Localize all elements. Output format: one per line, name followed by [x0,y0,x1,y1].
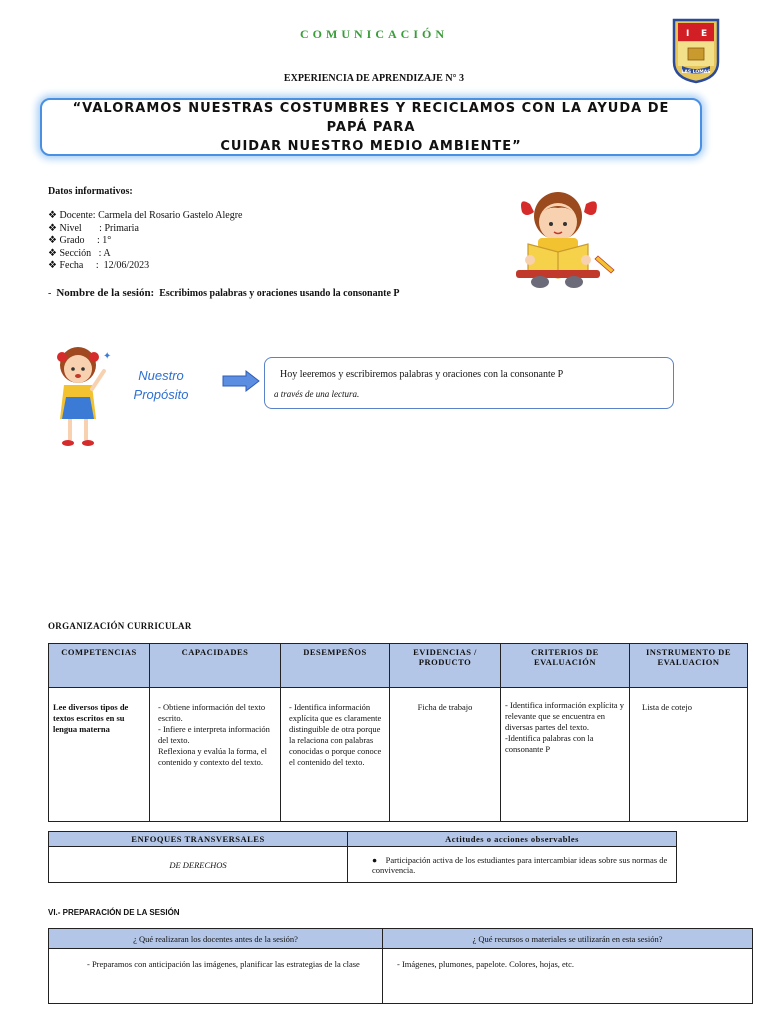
school-logo [672,18,720,84]
accion-text: Participación activa de los estudiantes para intercambiar ideas sobre sus normas de convivencia. [372,854,668,875]
session-name-line [48,287,400,299]
cell-capacidades [150,688,281,822]
header-desempenos: DESEMPEÑOS [281,644,390,688]
table-row [49,688,748,822]
cell-desempeno: - Identifica información explícita que es claramente distinguible de otra porque la relaciona con palabras conocidas o porque conoce el contenido del texto. [281,688,390,822]
proposito-label-line1: Nuestro [138,368,184,383]
table-header-row [49,832,677,847]
datos-docente: Docente: Carmela del Rosario Gastelo Alegre [59,210,243,221]
curricular-table [48,643,748,822]
datos-nivel: Nivel : Primaria [59,222,139,234]
bullet-icon: ❖ [48,210,57,221]
bullet-icon: ❖ [48,247,57,259]
enfoques-table [48,831,677,883]
svg-text:✦: ✦ [103,351,112,362]
preparacion-table [48,928,753,1004]
capacidad-item: Reflexiona y evalúa la forma, el contenido y contexto del texto. [158,746,268,767]
logo-text: LAS LOMAS [681,70,711,75]
criterio-item: -Identifica palabras con la consonante P [505,733,594,754]
proposito-box [264,357,674,409]
criterio-item: - Identifica información explícita y relevante que se encuentra en diversas partes del texto. [505,700,624,732]
header-instrumento: INSTRUMENTO DE EVALUACION [630,644,748,688]
subject-title: COMUNICACIÓN [300,27,448,41]
table-header-row [49,929,753,949]
arrow-right-icon [222,370,260,392]
cell-recursos: - Imágenes, plumones, papelote. Colores, hojas, etc. [383,949,753,1004]
logo-letter-e: E [701,29,708,39]
datos-item [48,210,242,223]
cell-instrumento: Lista de cotejo [630,688,748,822]
header-capacidades: CAPACIDADES [150,644,281,688]
session-title-line1: “VALORAMOS NUESTRAS COSTUMBRES Y RECICLAMOS CON LA AYUDA DE PAPÁ PARA [72,100,670,135]
header-docentes: ¿ Qué realizaran los docentes antes de la sesión? [49,929,383,949]
bullet-icon: ❖ [48,222,57,234]
bullet-icon: ● [372,854,386,865]
datos-item [48,248,242,261]
table-row [49,847,677,883]
proposito-text: Hoy leeremos y escribiremos palabras y oraciones con la consonante P [280,369,564,380]
header-actitudes: Actitudes o acciones observables [348,832,677,847]
experience-title: EXPERIENCIA DE APRENDIZAJE N° 3 [283,73,465,84]
table-header-row [49,644,748,688]
preparacion-title: VI.- PREPARACIÓN DE LA SESIÓN [48,908,180,917]
capacidad-item: - Infiere e interpreta información del texto. [158,724,270,745]
header-competencias: COMPETENCIAS [49,644,150,688]
cell-accion [348,847,677,883]
datos-heading: Datos informativos: [48,186,133,197]
datos-item [48,260,242,273]
curricular-title: ORGANIZACIÓN CURRICULAR [48,621,192,631]
session-title [42,99,700,156]
header-enfoques: ENFOQUES TRANSVERSALES [49,832,348,847]
proposito-text-continued: a través de una lectura. [274,389,360,399]
cell-evidencia: Ficha de trabajo [390,688,501,822]
bullet-icon: ❖ [48,260,57,271]
datos-seccion: Sección : A [59,247,111,259]
bullet-icon: ❖ [48,235,57,246]
table-row [49,949,753,1004]
session-name-label: Nombre de la sesión: [56,287,155,299]
proposito-label [126,366,196,404]
header-criterios: CRITERIOS DE EVALUACIÓN [501,644,630,688]
cell-criterios [501,688,630,822]
capacidad-item: - Obtiene información del texto escrito. [158,702,266,723]
datos-item [48,223,242,236]
session-title-line2: CUIDAR NUESTRO MEDIO AMBIENTE” [220,138,522,154]
cell-docentes: - Preparamos con anticipación las imágenes, planificar las estrategias de la clase [49,949,383,1004]
cell-enfoque: DE DERECHOS [49,847,348,883]
proposito-label-line2: Propósito [133,387,189,402]
header-recursos: ¿ Qué recursos o materiales se utilizarán en esta sesión? [383,929,753,949]
cell-competencia: Lee diversos tipos de textos escritos en su lengua materna [49,688,150,822]
reading-girl-illustration [508,186,618,291]
session-dash: - [48,288,52,299]
datos-item [48,235,242,248]
pointing-girl-illustration [48,345,112,450]
session-name-value: Escribimos palabras y oraciones usando la consonante P [159,288,400,299]
logo-letter-i: I [686,29,690,39]
datos-grado: Grado : 1° [59,235,112,246]
header-evidencias: EVIDENCIAS / PRODUCTO [390,644,501,688]
session-title-box [40,98,702,156]
datos-list [48,210,242,273]
datos-fecha: Fecha : 12/06/2023 [59,260,150,271]
